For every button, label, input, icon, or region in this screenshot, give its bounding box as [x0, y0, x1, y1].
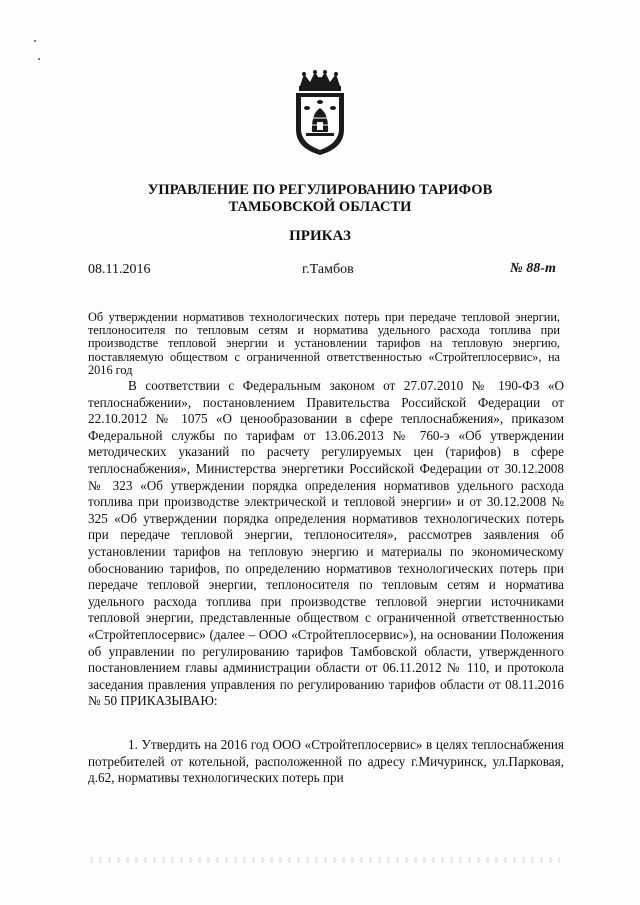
coat-of-arms-emblem — [292, 70, 348, 156]
order-number: № 88-т — [510, 261, 556, 276]
document-type-title: ПРИКАЗ — [289, 228, 351, 244]
scan-speck — [38, 58, 40, 60]
item-1-paragraph: 1. Утвердить на 2016 год ООО «Стройтеплосервис» в целях теплоснабжения потребителей от котельной, расположенной по адресу г.Мичуринск, ул.Парковая, д.62, нормативы технологических потерь при — [88, 737, 564, 786]
scan-smudge — [90, 857, 560, 863]
organization-name-line1: УПРАВЛЕНИЕ ПО РЕГУЛИРОВАНИЮ ТАРИФОВ — [147, 182, 493, 198]
order-date: 08.11.2016 — [88, 262, 151, 277]
organization-name-line2: ТАМБОВСКОЙ ОБЛАСТИ — [228, 199, 412, 215]
emblem-icon — [292, 70, 348, 156]
order-preamble — [88, 378, 564, 710]
preamble-paragraph: В соответствии с Федеральным законом от 27.07.2010 № 190-ФЗ «О теплоснабжении», постановлением Правительства Российской Федерации от 22.10.2012 № 1075 «О ценообразовании в сфере теплоснабжения», приказом Федеральной службы по тарифам от 13.06.2013 № 760-э «Об утверждении методических указаний по расчету регулируемых цен (тарифов) в сфере теплоснабжения», Министерства энергетики Российской Федерации от 30.12.2008 № 323 «Об утверждении порядка определения нормативов удельного расхода топлива при производстве электрической и тепловой энергии» и от 30.12.2008 № 325 «Об утверждении порядка определения нормативов технологических потерь при передаче тепловой энергии, теплоносителя», рассмотрев заявления об установлении тарифов на тепловую энергию и материалы по экономическому обоснованию тарифов, по определению нормативов технологических потерь при передаче тепловой энергии, теплоносителя по тепловым сетям и норматива удельного расхода топлива при производстве тепловой энергии источниками тепловой энергии, представленные обществом с ограниченной ответственностью «Стройтеплосервис» (далее – ООО «Стройтеплосервис»), на основании Положения об управлении по регулированию тарифов Тамбовской области, утвержденного постановлением главы администрации области от 06.11.2012 № 110, и протокола заседания правления управления по регулированию тарифов области от 08.11.2016 № 50 ПРИКАЗЫВАЮ: — [88, 378, 564, 709]
scan-speck — [34, 40, 36, 42]
order-subject: Об утверждении нормативов технологических потерь при передаче тепловой энергии, теплоносителя по тепловым сетям и норматива удельного расхода топлива при производстве тепловой энергии и установлении тарифов на тепловую энергию, поставляемую обществом с ограниченной ответственностью «Стройтеплосервис», на 2016 год — [88, 310, 560, 377]
order-city: г.Тамбов — [302, 262, 354, 277]
order-item-1 — [88, 737, 564, 787]
